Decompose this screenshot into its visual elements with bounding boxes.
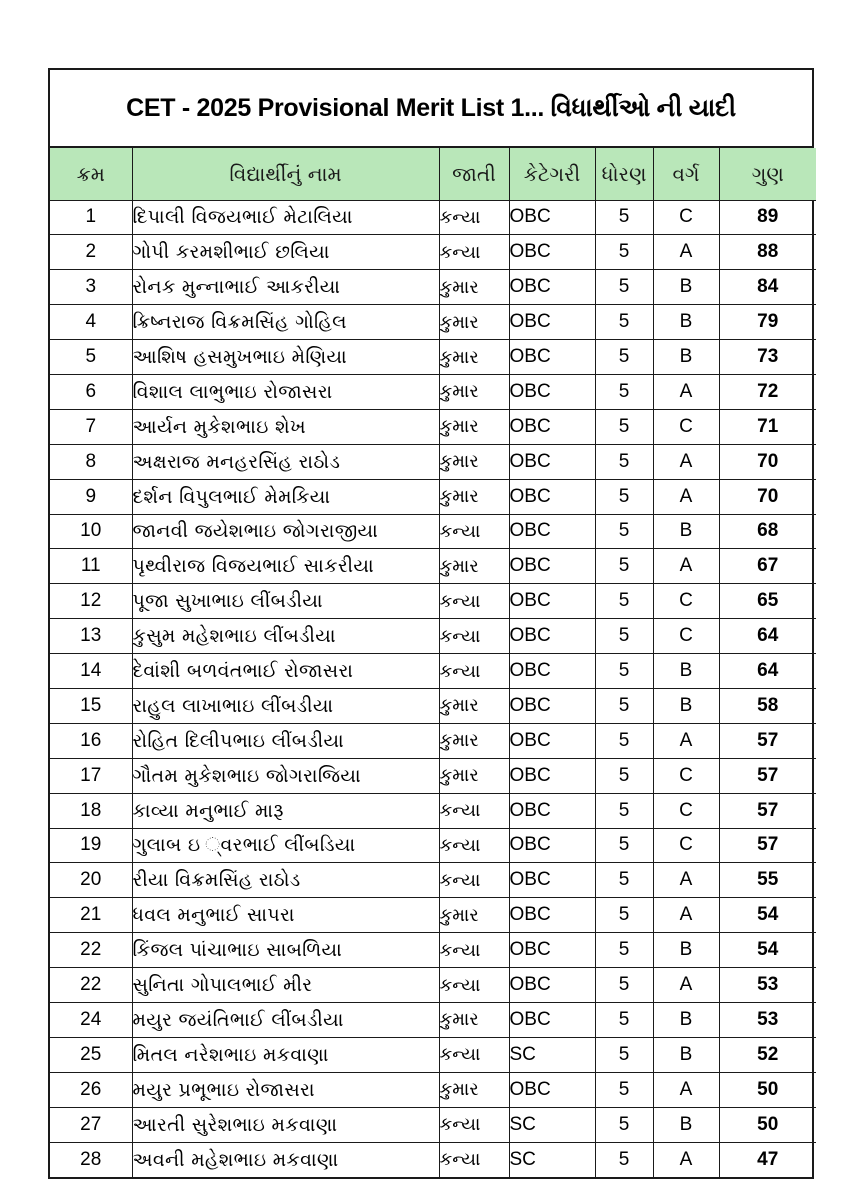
marks-cell: 53 — [719, 968, 816, 1003]
division-cell: B — [653, 933, 719, 968]
serial-cell: 2 — [50, 235, 132, 270]
gender-cell: કુમાર — [439, 409, 509, 444]
category-cell: OBC — [509, 723, 595, 758]
gender-cell: કન્યા — [439, 235, 509, 270]
student-name-cell: ગૌતમ મુકેશભાઇ જોગરાજિયા — [132, 758, 439, 793]
marks-cell: 52 — [719, 1037, 816, 1072]
standard-cell: 5 — [595, 270, 653, 305]
table-row — [50, 1002, 816, 1037]
serial-cell: 21 — [50, 898, 132, 933]
marks-cell: 47 — [719, 1142, 816, 1177]
table-row — [50, 235, 816, 270]
gender-cell: કુમાર — [439, 1002, 509, 1037]
division-cell: A — [653, 723, 719, 758]
serial-cell: 19 — [50, 828, 132, 863]
gender-cell: કન્યા — [439, 1037, 509, 1072]
category-cell: OBC — [509, 898, 595, 933]
gender-cell: કુમાર — [439, 758, 509, 793]
standard-cell: 5 — [595, 863, 653, 898]
serial-cell: 8 — [50, 444, 132, 479]
serial-cell: 28 — [50, 1142, 132, 1177]
gender-cell: કન્યા — [439, 933, 509, 968]
table-row — [50, 1037, 816, 1072]
standard-cell: 5 — [595, 444, 653, 479]
serial-cell: 9 — [50, 479, 132, 514]
category-cell: OBC — [509, 270, 595, 305]
student-name-cell: આર્યન મુકેશભાઇ શેખ — [132, 409, 439, 444]
gender-cell: કન્યા — [439, 828, 509, 863]
standard-cell: 5 — [595, 1072, 653, 1107]
serial-cell: 11 — [50, 549, 132, 584]
table-row — [50, 374, 816, 409]
serial-cell: 15 — [50, 688, 132, 723]
category-cell: OBC — [509, 444, 595, 479]
serial-cell: 10 — [50, 514, 132, 549]
gender-cell: કુમાર — [439, 270, 509, 305]
serial-cell: 26 — [50, 1072, 132, 1107]
division-cell: C — [653, 793, 719, 828]
division-cell: C — [653, 200, 719, 235]
student-name-cell: વિશાલ લાભુભાઇ રોજાસરા — [132, 374, 439, 409]
marks-cell: 65 — [719, 584, 816, 619]
gender-cell: કન્યા — [439, 514, 509, 549]
student-name-cell: મિતલ નરેશભાઇ મકવાણા — [132, 1037, 439, 1072]
header-standard: ધોરણ — [595, 148, 653, 200]
standard-cell: 5 — [595, 1002, 653, 1037]
student-name-cell: રોહિત દિલીપભાઇ લીંબડીયા — [132, 723, 439, 758]
standard-cell: 5 — [595, 619, 653, 654]
category-cell: OBC — [509, 514, 595, 549]
standard-cell: 5 — [595, 549, 653, 584]
standard-cell: 5 — [595, 1037, 653, 1072]
standard-cell: 5 — [595, 584, 653, 619]
division-cell: C — [653, 409, 719, 444]
standard-cell: 5 — [595, 374, 653, 409]
division-cell: B — [653, 688, 719, 723]
marks-cell: 55 — [719, 863, 816, 898]
table-row — [50, 549, 816, 584]
merit-table-body — [50, 200, 816, 1177]
standard-cell: 5 — [595, 340, 653, 375]
gender-cell: કન્યા — [439, 654, 509, 689]
student-name-cell: દેવાંશી બળવંતભાઈ રોજાસરા — [132, 654, 439, 689]
gender-cell: કુમાર — [439, 688, 509, 723]
serial-cell: 22 — [50, 933, 132, 968]
division-cell: A — [653, 863, 719, 898]
gender-cell: કન્યા — [439, 863, 509, 898]
student-name-cell: કુસુમ મહેશભાઇ લીંબડીયા — [132, 619, 439, 654]
marks-cell: 57 — [719, 723, 816, 758]
table-row — [50, 619, 816, 654]
category-cell: SC — [509, 1037, 595, 1072]
category-cell: OBC — [509, 654, 595, 689]
header-division: વર્ગ — [653, 148, 719, 200]
standard-cell: 5 — [595, 898, 653, 933]
gender-cell: કુમાર — [439, 340, 509, 375]
gender-cell: કુમાર — [439, 444, 509, 479]
division-cell: B — [653, 340, 719, 375]
marks-cell: 67 — [719, 549, 816, 584]
table-row — [50, 654, 816, 689]
merit-list-sheet — [48, 68, 814, 1179]
student-name-cell: કિંજલ પાંચાભાઇ સાબળિયા — [132, 933, 439, 968]
standard-cell: 5 — [595, 758, 653, 793]
category-cell: OBC — [509, 1072, 595, 1107]
student-name-cell: પૂજા સુખાભાઇ લીંબડીયા — [132, 584, 439, 619]
serial-cell: 1 — [50, 200, 132, 235]
student-name-cell: રોનક મુન્નાભાઈ આકરીયા — [132, 270, 439, 305]
page-title: CET - 2025 Provisional Merit List 1... વિધાર્થીઓ ની યાદી — [50, 70, 812, 148]
category-cell: OBC — [509, 828, 595, 863]
table-row — [50, 200, 816, 235]
serial-cell: 6 — [50, 374, 132, 409]
serial-cell: 20 — [50, 863, 132, 898]
standard-cell: 5 — [595, 933, 653, 968]
category-cell: OBC — [509, 1002, 595, 1037]
category-cell: OBC — [509, 340, 595, 375]
category-cell: OBC — [509, 688, 595, 723]
marks-cell: 70 — [719, 444, 816, 479]
marks-cell: 70 — [719, 479, 816, 514]
standard-cell: 5 — [595, 409, 653, 444]
category-cell: OBC — [509, 549, 595, 584]
student-name-cell: કાવ્યા મનુભાઈ મારૂ — [132, 793, 439, 828]
standard-cell: 5 — [595, 514, 653, 549]
marks-cell: 79 — [719, 305, 816, 340]
table-row — [50, 898, 816, 933]
standard-cell: 5 — [595, 793, 653, 828]
marks-cell: 68 — [719, 514, 816, 549]
gender-cell: કન્યા — [439, 584, 509, 619]
serial-cell: 4 — [50, 305, 132, 340]
table-row — [50, 828, 816, 863]
student-name-cell: પૃથ્વીરાજ વિજયભાઈ સાકરીયા — [132, 549, 439, 584]
table-row — [50, 723, 816, 758]
division-cell: A — [653, 1142, 719, 1177]
division-cell: B — [653, 514, 719, 549]
header-student-name: વિદ્યાર્થીનું નામ — [132, 148, 439, 200]
division-cell: B — [653, 305, 719, 340]
serial-cell: 24 — [50, 1002, 132, 1037]
table-row — [50, 863, 816, 898]
category-cell: OBC — [509, 758, 595, 793]
category-cell: OBC — [509, 374, 595, 409]
header-gender: જાતી — [439, 148, 509, 200]
serial-cell: 27 — [50, 1107, 132, 1142]
table-row — [50, 444, 816, 479]
table-row — [50, 409, 816, 444]
serial-cell: 12 — [50, 584, 132, 619]
marks-cell: 64 — [719, 654, 816, 689]
gender-cell: કન્યા — [439, 200, 509, 235]
student-name-cell: સુનિતા ગોપાલભાઈ મીર — [132, 968, 439, 1003]
student-name-cell: ધવલ મનુભાઈ સાપરા — [132, 898, 439, 933]
division-cell: A — [653, 444, 719, 479]
division-cell: A — [653, 968, 719, 1003]
standard-cell: 5 — [595, 305, 653, 340]
division-cell: A — [653, 1072, 719, 1107]
header-marks: ગુણ — [719, 148, 816, 200]
marks-cell: 84 — [719, 270, 816, 305]
table-row — [50, 514, 816, 549]
serial-cell: 25 — [50, 1037, 132, 1072]
table-row — [50, 758, 816, 793]
marks-cell: 54 — [719, 898, 816, 933]
serial-cell: 22 — [50, 968, 132, 1003]
table-row — [50, 270, 816, 305]
marks-cell: 57 — [719, 793, 816, 828]
standard-cell: 5 — [595, 968, 653, 1003]
marks-cell: 88 — [719, 235, 816, 270]
division-cell: A — [653, 374, 719, 409]
category-cell: OBC — [509, 793, 595, 828]
marks-cell: 89 — [719, 200, 816, 235]
gender-cell: કુમાર — [439, 898, 509, 933]
standard-cell: 5 — [595, 1107, 653, 1142]
student-name-cell: મયુર જયંતિભાઈ લીંબડીયા — [132, 1002, 439, 1037]
marks-cell: 57 — [719, 758, 816, 793]
category-cell: OBC — [509, 409, 595, 444]
category-cell: SC — [509, 1107, 595, 1142]
serial-cell: 16 — [50, 723, 132, 758]
gender-cell: કન્યા — [439, 968, 509, 1003]
marks-cell: 50 — [719, 1107, 816, 1142]
marks-cell: 73 — [719, 340, 816, 375]
gender-cell: કન્યા — [439, 1107, 509, 1142]
gender-cell: કુમાર — [439, 723, 509, 758]
gender-cell: કુમાર — [439, 549, 509, 584]
header-category: કેટેગરી — [509, 148, 595, 200]
category-cell: OBC — [509, 619, 595, 654]
table-row — [50, 933, 816, 968]
standard-cell: 5 — [595, 828, 653, 863]
division-cell: A — [653, 898, 719, 933]
gender-cell: કન્યા — [439, 793, 509, 828]
table-row — [50, 479, 816, 514]
header-serial: ક્રમ — [50, 148, 132, 200]
marks-cell: 58 — [719, 688, 816, 723]
serial-cell: 5 — [50, 340, 132, 375]
serial-cell: 14 — [50, 654, 132, 689]
standard-cell: 5 — [595, 479, 653, 514]
gender-cell: કુમાર — [439, 479, 509, 514]
division-cell: B — [653, 270, 719, 305]
student-name-cell: મયુર પ્રભૂભાઇ રોજાસરા — [132, 1072, 439, 1107]
standard-cell: 5 — [595, 723, 653, 758]
table-row — [50, 584, 816, 619]
student-name-cell: દર્શન વિપુલભાઈ મેમકિયા — [132, 479, 439, 514]
division-cell: B — [653, 1037, 719, 1072]
marks-cell: 72 — [719, 374, 816, 409]
table-row — [50, 1142, 816, 1177]
gender-cell: કુમાર — [439, 1072, 509, 1107]
merit-table — [50, 148, 816, 1177]
table-row — [50, 1107, 816, 1142]
table-row — [50, 1072, 816, 1107]
table-row — [50, 688, 816, 723]
student-name-cell: ક્રિષ્નરાજ વિક્રમસિંહ ગોહિલ — [132, 305, 439, 340]
student-name-cell: રાહુલ લાખાભાઇ લીંબડીયા — [132, 688, 439, 723]
student-name-cell: ગોપી કરમશીભાઈ છલિયા — [132, 235, 439, 270]
category-cell: OBC — [509, 863, 595, 898]
standard-cell: 5 — [595, 1142, 653, 1177]
student-name-cell: જાનવી જયેશભાઇ જોગરાજીયા — [132, 514, 439, 549]
category-cell: OBC — [509, 584, 595, 619]
category-cell: OBC — [509, 479, 595, 514]
student-name-cell: આશિષ હસમુખભાઇ મેણિયા — [132, 340, 439, 375]
division-cell: C — [653, 619, 719, 654]
serial-cell: 3 — [50, 270, 132, 305]
standard-cell: 5 — [595, 200, 653, 235]
student-name-cell: આરતી સુરેશભાઇ મકવાણા — [132, 1107, 439, 1142]
standard-cell: 5 — [595, 654, 653, 689]
student-name-cell: ગુલાબ ઇ ્વરભાઈ લીંબડિયા — [132, 828, 439, 863]
table-row — [50, 305, 816, 340]
division-cell: C — [653, 828, 719, 863]
header-row — [50, 148, 816, 200]
serial-cell: 17 — [50, 758, 132, 793]
category-cell: OBC — [509, 305, 595, 340]
student-name-cell: અવની મહેશભાઇ મકવાણા — [132, 1142, 439, 1177]
division-cell: C — [653, 758, 719, 793]
gender-cell: કન્યા — [439, 1142, 509, 1177]
gender-cell: કુમાર — [439, 305, 509, 340]
marks-cell: 57 — [719, 828, 816, 863]
division-cell: A — [653, 549, 719, 584]
serial-cell: 18 — [50, 793, 132, 828]
table-row — [50, 340, 816, 375]
division-cell: C — [653, 584, 719, 619]
marks-cell: 53 — [719, 1002, 816, 1037]
serial-cell: 7 — [50, 409, 132, 444]
division-cell: A — [653, 479, 719, 514]
category-cell: OBC — [509, 235, 595, 270]
category-cell: OBC — [509, 933, 595, 968]
category-cell: SC — [509, 1142, 595, 1177]
division-cell: B — [653, 654, 719, 689]
table-row — [50, 968, 816, 1003]
marks-cell: 71 — [719, 409, 816, 444]
division-cell: B — [653, 1002, 719, 1037]
marks-cell: 54 — [719, 933, 816, 968]
student-name-cell: દિપાલી વિજયભાઈ મેટાલિયા — [132, 200, 439, 235]
category-cell: OBC — [509, 200, 595, 235]
division-cell: A — [653, 235, 719, 270]
standard-cell: 5 — [595, 235, 653, 270]
marks-cell: 50 — [719, 1072, 816, 1107]
gender-cell: કન્યા — [439, 619, 509, 654]
gender-cell: કુમાર — [439, 374, 509, 409]
student-name-cell: અક્ષરાજ મનહરસિંહ રાઠોડ — [132, 444, 439, 479]
table-row — [50, 793, 816, 828]
student-name-cell: રીયા વિક્રમસિંહ રાઠોડ — [132, 863, 439, 898]
category-cell: OBC — [509, 968, 595, 1003]
serial-cell: 13 — [50, 619, 132, 654]
standard-cell: 5 — [595, 688, 653, 723]
division-cell: B — [653, 1107, 719, 1142]
marks-cell: 64 — [719, 619, 816, 654]
